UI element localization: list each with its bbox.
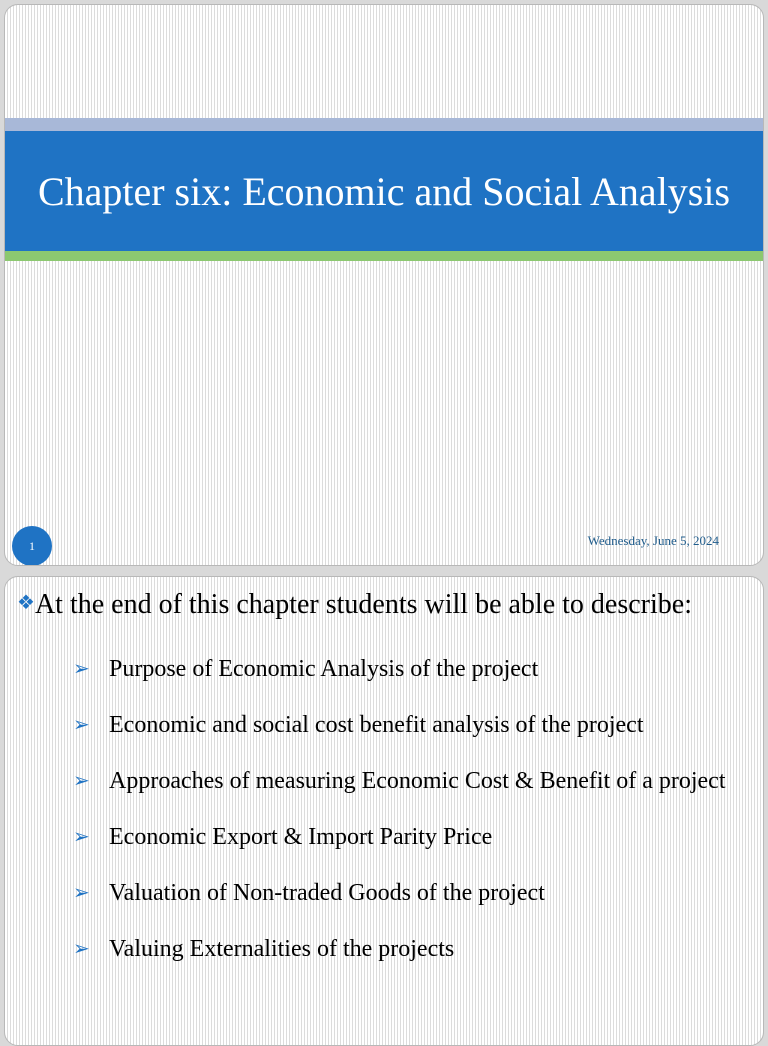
list-item <box>73 753 753 809</box>
list-item-text: Purpose of Economic Analysis of the project <box>109 656 539 682</box>
objectives-slide <box>4 576 764 1046</box>
slide-title: Chapter six: Economic and Social Analysis <box>37 168 731 214</box>
list-item-text: Approaches of measuring Economic Cost & Benefit of a project <box>109 768 726 794</box>
arrow-bullet-icon: ➢ <box>73 658 90 680</box>
top-accent-stripe <box>5 118 763 131</box>
list-item <box>73 865 753 921</box>
list-item <box>73 697 753 753</box>
arrow-bullet-icon: ➢ <box>73 882 90 904</box>
intro-text: At the end of this chapter students will be able to describe: <box>34 589 692 620</box>
list-item <box>73 921 753 977</box>
slide-date: Wednesday, June 5, 2024 <box>587 533 719 548</box>
arrow-bullet-icon: ➢ <box>73 826 90 848</box>
arrow-bullet-icon: ➢ <box>73 770 90 792</box>
list-item-text: Valuation of Non-traded Goods of the project <box>109 880 545 906</box>
arrow-bullet-icon: ➢ <box>73 714 90 736</box>
title-slide <box>4 4 764 566</box>
bottom-accent-stripe <box>5 251 763 261</box>
list-item-text: Economic Export & Import Parity Price <box>109 824 493 850</box>
objectives-list <box>73 641 753 977</box>
list-item <box>73 809 753 865</box>
intro-line <box>17 589 692 621</box>
slide-number-badge: 1 <box>12 526 52 566</box>
list-item-text: Valuing Externalities of the projects <box>109 936 455 962</box>
list-item <box>73 641 753 697</box>
arrow-bullet-icon: ➢ <box>73 938 90 960</box>
list-item-text: Economic and social cost benefit analysis of the project <box>109 712 644 738</box>
title-band <box>5 131 763 251</box>
diamond-bullet-icon: ❖ <box>17 592 35 614</box>
